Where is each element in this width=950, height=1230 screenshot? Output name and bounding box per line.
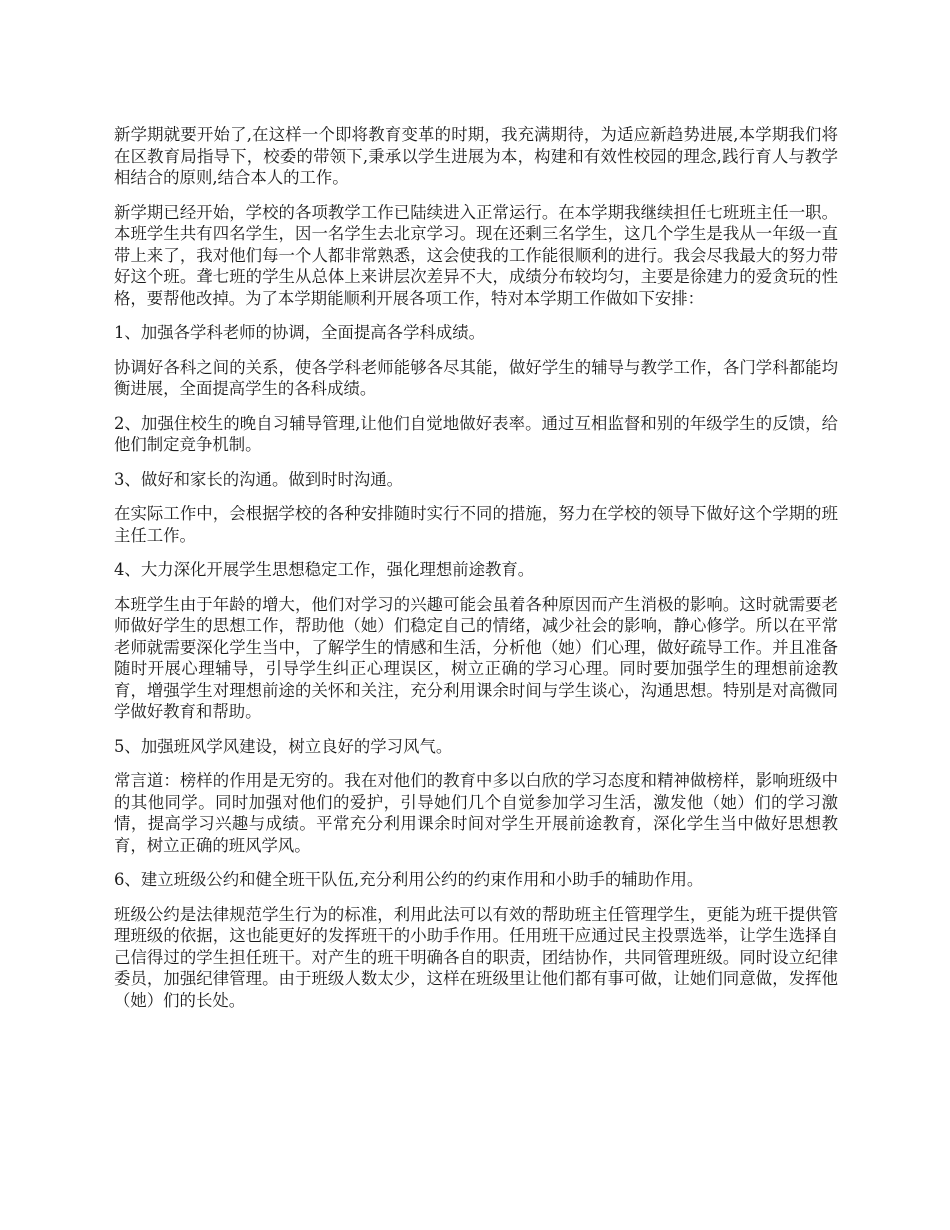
- paragraph-item-4: 本班学生由于年龄的增大，他们对学习的兴趣可能会虽着各种原因而产生消极的影响。这时就需要老师做好学生的思想工作，帮助他（她）们稳定自己的情绪，减少社会的影响，静心修学。所以在平常老师就需要深化学生当中，了解学生的情感和生活，分析他（她）们心理，做好疏导工作。并且准备随时开展心理辅导，引导学生纠正心理误区，树立正确的学习心理。同时要加强学生的理想前途教育，增强学生对理想前途的关怀和关注，充分利用课余时间与学生谈心，沟通思想。特别是对高微同学做好教育和帮助。: [114, 594, 838, 721]
- document-page: [114, 124, 838, 1024]
- heading-item-4: 4、大力深化开展学生思想稳定工作，强化理想前途教育。: [114, 560, 535, 579]
- heading-item-1: 1、加强各学科老师的协调，全面提高各学科成绩。: [114, 323, 486, 342]
- heading-item-3: 3、做好和家长的沟通。做到时时沟通。: [114, 469, 404, 489]
- heading-item-5: 5、加强班风学风建设，树立良好的学习风气。: [114, 736, 453, 756]
- paragraph-item-3: 在实际工作中，会根据学校的各种安排随时实行不同的措施，努力在学校的领导下做好这个学期的班主任工作。: [114, 504, 838, 545]
- heading-item-2: 2、加强住校生的晚自习辅导管理,让他们自觉地做好表率。通过互相监督和别的年级学生的反馈，给他们制定竞争机制。: [114, 413, 838, 454]
- paragraph-intro: 新学期就要开始了,在这样一个即将教育变革的时期，我充满期待，为适应新趋势进展,本学期我们将在区教育局指导下，校委的带领下,秉承以学生进展为本，构建和有效性校园的理念,践行育人与教学相结合的原则,结合本人的工作。: [114, 125, 838, 187]
- paragraph-item-6: 班级公约是法律规范学生行为的标准，利用此法可以有效的帮助班主任管理学生，更能为班干提供管理班级的依据，这也能更好的发挥班干的小助手作用。任用班干应通过民主投票选举，让学生选择自己信得过的学生担任班干。对产生的班干明确各自的职责，团结协作，共同管理班级。同时设立纪律委员，加强纪律管理。由于班级人数太少，这样在班级里让他们都有事可做，让她们同意做，发挥他（她）们的长处。: [114, 904, 838, 1010]
- heading-item-6: 6、建立班级公约和健全班干队伍,充分利用公约的约束作用和小助手的辅助作用。: [114, 870, 704, 889]
- paragraph-item-5: 常言道：榜样的作用是无穷的。我在对他们的教育中多以白欣的学习态度和精神做榜样，影响班级中的其他同学。同时加强对他们的爱护，引导她们几个自觉参加学习生活，激发他（她）们的学习激情，提高学习兴趣与成绩。平常充分利用课余时间对学生开展前途教育，深化学生当中做好思想教育，树立正确的班风学风。: [114, 771, 838, 855]
- paragraph-item-1: 协调好各科之间的关系，使各学科老师能够各尽其能，做好学生的辅导与教学工作，各门学科都能均衡进展，全面提高学生的各科成绩。: [114, 357, 838, 398]
- paragraph-class-overview: 新学期已经开始，学校的各项教学工作已陆续进入正常运行。在本学期我继续担任七班班主任一职。本班学生共有四名学生，因一名学生去北京学习。现在还剩三名学生，这几个学生是我从一年级一直带上来了，我对他们每一个人都非常熟悉，这会使我的工作能很顺利的进行。我会尽我最大的努力带好这个班。聋七班的学生从总体上来讲层次差异不大，成绩分布较均匀，主要是徐建力的爱贪玩的性格，要帮他改掉。为了本学期能顺利开展各项工作，特对本学期工作做如下安排：: [114, 202, 838, 308]
